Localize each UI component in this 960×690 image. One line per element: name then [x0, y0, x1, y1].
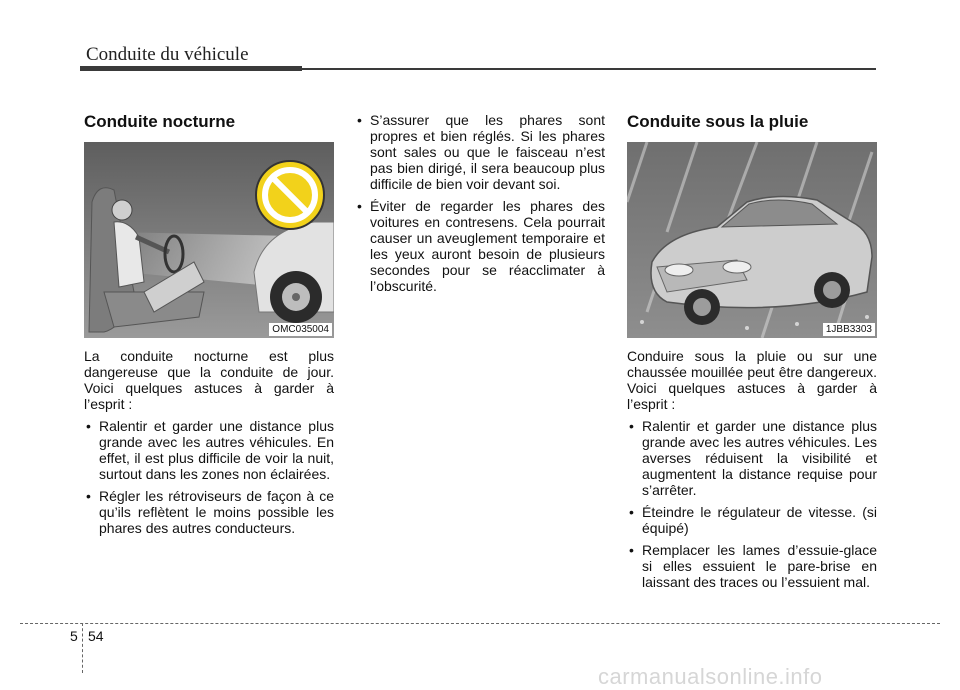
night-tips-list-continued: [355, 112, 605, 294]
figure-code: 1JBB3303: [823, 323, 875, 336]
rain-section: [627, 112, 877, 596]
chapter-number: 5: [70, 628, 78, 644]
header-bar: [80, 66, 302, 71]
car-in-rain-illustration: [627, 142, 877, 338]
page-number: 54: [88, 628, 104, 644]
rain-intro: Conduire sous la pluie ou sur une chaussée mouillée peut être dangereux. Voici quelques astuces à garder à l’esprit :: [627, 348, 877, 412]
night-driving-illustration: [84, 142, 334, 338]
list-item: • Éviter de regarder les phares des voitures en contresens. Cela pourrait causer un aveuglement temporaire et les yeux auront besoin de plusieurs secondes pour se réacclimater à l’obscurité.: [355, 198, 605, 294]
header-rule: [302, 68, 876, 70]
rain-heading: Conduite sous la pluie: [627, 112, 809, 131]
night-intro: La conduite nocturne est plus dangereuse que la conduite de jour. Voici quelques astuces à garder à l’esprit :: [84, 348, 334, 412]
list-item: • Ralentir et garder une distance plus grande avec les autres véhicules. En effet, il est plus difficile de voir la nuit, surtout dans les zones non éclairées.: [84, 418, 334, 482]
list-item: • Remplacer les lames d’essuie-glace si elles essuient le pare-brise en laissant des traces ou l’essuient mal.: [627, 542, 877, 590]
no-symbol-icon: [256, 161, 324, 229]
list-item: • S’assurer que les phares sont propres et bien réglés. Si les phares sont sales ou que le faisceau n’est pas bien dirigé, il sera beaucoup plus difficile de bien voir devant soi.: [355, 112, 605, 192]
list-item: • Régler les rétroviseurs de façon à ce qu’ils reflètent le moins possible les phares des autres conducteurs.: [84, 488, 334, 536]
night-figure: [84, 142, 334, 338]
footer-divider: [82, 623, 83, 673]
night-heading: Conduite nocturne: [84, 112, 236, 131]
rain-tips-list: [627, 418, 877, 590]
header-title: Conduite du véhicule: [86, 44, 249, 65]
rain-figure: [627, 142, 877, 338]
night-tips-list: [84, 418, 334, 536]
night-section: [84, 112, 334, 542]
footer-rule: [20, 623, 940, 624]
night-section-continued: [355, 112, 605, 300]
list-item: • Éteindre le régulateur de vitesse. (si équipé): [627, 504, 877, 536]
list-item: • Ralentir et garder une distance plus grande avec les autres véhicules. Les averses réduisent la visibilité et augmentent la distance requise pour s’arrêter.: [627, 418, 877, 498]
figure-code: OMC035004: [269, 323, 332, 336]
watermark: carmanualsonline.info: [598, 664, 823, 689]
